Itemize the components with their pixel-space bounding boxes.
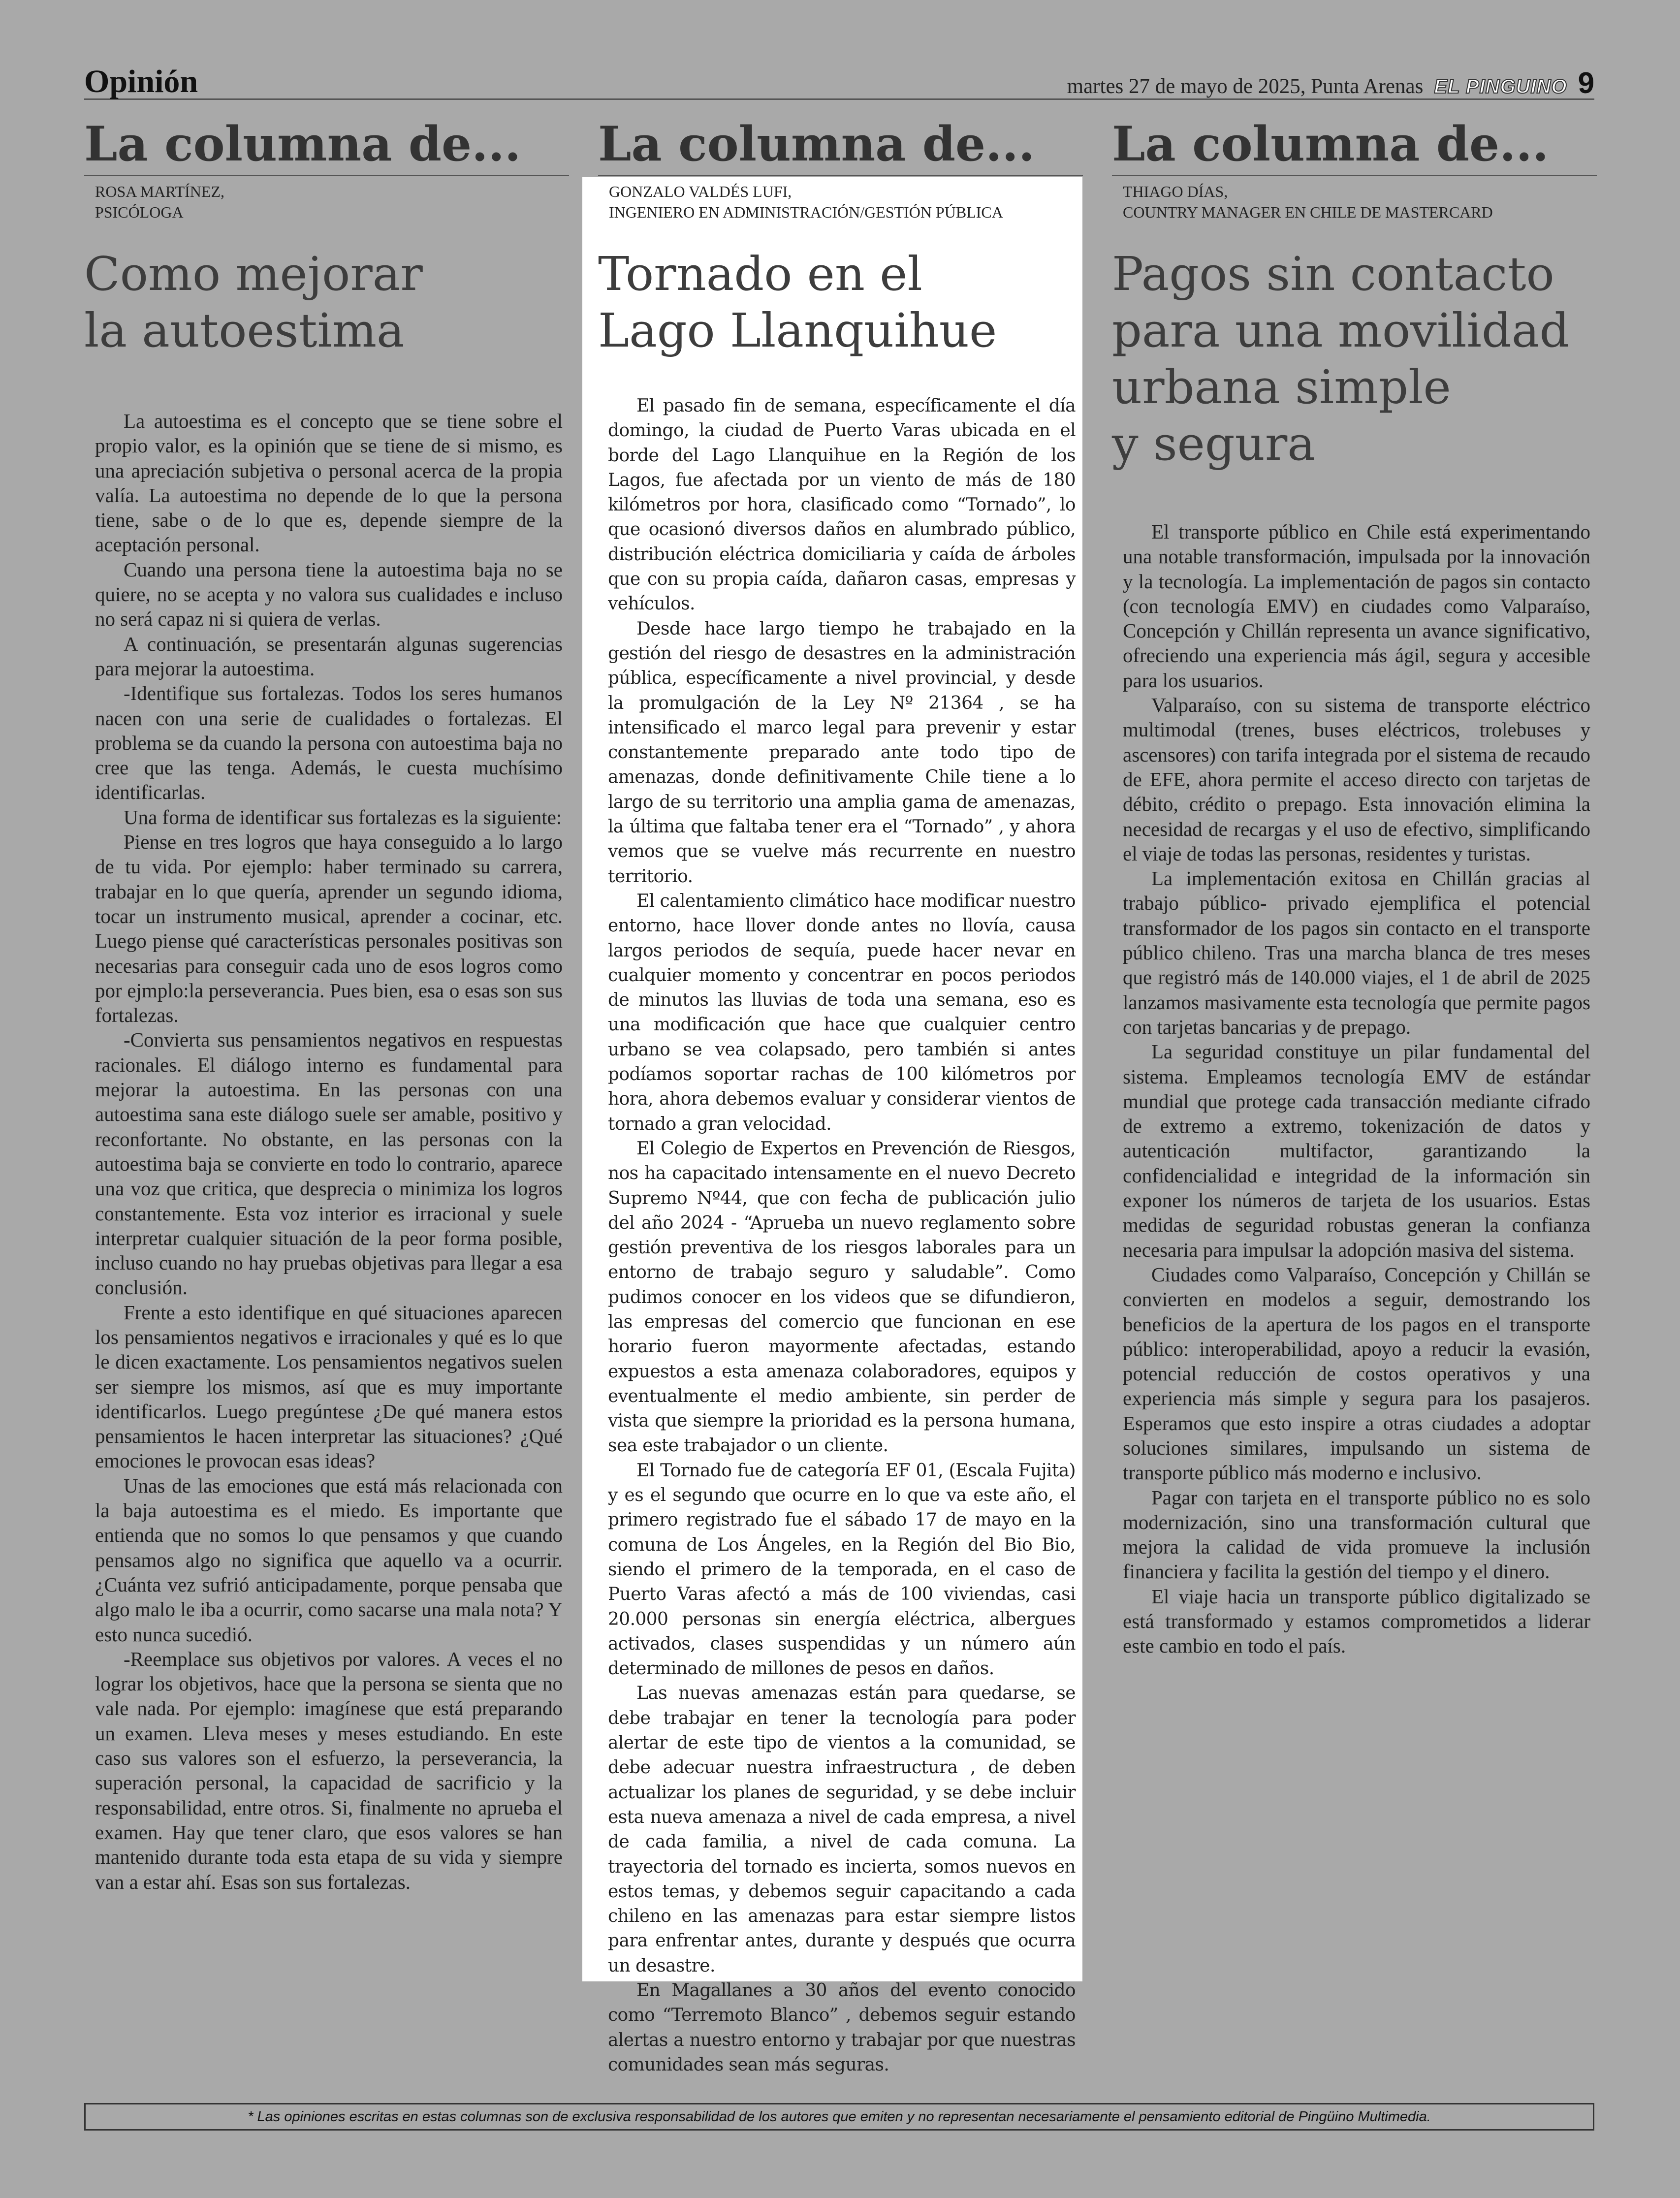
column-thiago-dias [1112,116,1604,1658]
paragraph: Unas de las emociones que está más relacionada con la baja autoestima es el miedo. Es importante que entienda que no somos lo que pensamos y que cuando pensamos algo no significa que aquello va a ocurrir. ¿Cuánta vez sufrió anticipadamente, porque pensaba que algo malo le iba a ocurrir, como sacarse una mala nota? Y esto nunca sucedió. [95,1474,563,1646]
paragraph: A continuación, se presentarán algunas sugerencias para mejorar la autoestima. [95,632,563,680]
paragraph: -Identifique sus fortalezas. Todos los seres humanos nacen con una serie de cualidades o fortalezas. El problema se da cuando la persona con autoestima baja no cree que las tenga. Además, le cuesta muchísimo identificarlas. [95,682,563,804]
headline-line: Como mejorar [84,247,423,301]
paragraph: La autoestima es el concepto que se tiene sobre el propio valor, es la opinión que se tiene de si mismo, es una apreciación subjetiva o personal acerca de la propia valía. La autoestima no depende de lo que la persona tiene, sabe o de lo que es, depende siempre de la aceptación personal. [95,410,563,556]
paragraph: -Reemplace sus objetivos por valores. A veces el no lograr los objetivos, hace que la persona se sienta que no vale nada. Por ejemplo: imagínese que está preparando un examen. Lleva meses y meses estudiando. En este caso sus valores son el esfuerzo, la perseverancia, la superación personal, la capacidad de sacrificio y la responsabilidad, entre otros. Si, finalmente no aprueba el examen. Hay que tener claro, que esos valores se han mantenido durante toda esta etapa de su vida y siempre van a estar ahí. Esas son sus fortalezas. [95,1647,563,1893]
author-role: COUNTRY MANAGER EN CHILE DE MASTERCARD [1123,203,1493,221]
paragraph: Las nuevas amenazas están para quedarse, se debe trabajar en tener la tecnología para poder alertar de este tipo de vientos a la comunidad, se debe adecuar nuestra infraestructura , de deben actualizar los planes de seguridad, y se debe incluir esta nueva amenaza a nivel de cada empresa, a nivel de cada familia, a nivel de cada comuna. La trayectoria del tornado es incierta, somos nuevos en estos temas, y debemos seguir capacitando a cada chileno en las amenazas para estar siempre listos para enfrentar antes, durante y después que ocurra un desastre. [608,1683,1076,1976]
paragraph: En Magallanes a 30 años del evento conocido como “Terremoto Blanco” , debemos seguir estando alertas a nuestro entorno y trabajar por que nuestras comunidades sean más seguras. [608,1980,1076,2075]
paragraph: El Colegio de Expertos en Prevención de Riesgos, nos ha capacitado intensamente en el nuevo Decreto Supremo Nº44, que con fecha de publicación julio del año 2024 - “Aprueba un nuevo reglamento sobre gestión preventiva de los riesgos laborales para un entorno de trabajo seguro y saludable”. Como pudimos conocer en los videos que se difundieron, las empresas del comercio que funcionan en ese horario fueron mayormente afectadas, estando expuestos a esta amenaza colaboradores, equipos y eventualmente el medio ambiente, sin perder de vista que siempre la prioridad es la persona humana, sea este trabajador o un cliente. [608,1138,1076,1456]
headline-line: para una movilidad [1112,304,1570,358]
column-header: La columna de... [598,121,1083,176]
article-headline [1112,246,1604,473]
headline-line: Lago Llanquihue [598,304,997,358]
author-byline [609,181,1090,223]
page-number: 9 [1578,66,1594,99]
column-rosa-martinez [84,116,576,1894]
column-gonzalo-valdes [598,116,1090,2077]
column-header: La columna de... [1112,121,1597,176]
paragraph: Desde hace largo tiempo he trabajado en la gestión del riesgo de desastres en la administración pública, específicamente a nivel provincial, y desde la promulgación de la Ley Nº 21364 , se ha intensificado el marco legal para prevenir y estar constantemente preparado ante todo tipo de amenazas, donde definitivamente Chile tiene a lo largo de su territorio una amplia gama de amenazas, la última que faltaba tener era el “Tornado” , y ahora vemos que se vuelve más recurrente en nuestro territorio. [608,618,1076,887]
footer-disclaimer: * Las opiniones escritas en estas columnas son de exclusiva responsabilidad de los autores que emiten y no representan necesariamente el pensamiento editorial de Pingüino Multimedia. [84,2103,1594,2131]
paragraph: Ciudades como Valparaíso, Concepción y Chillán se convierten en modelos a seguir, demostrando los beneficios de la apertura de los pagos en el transporte público: interoperabilidad, apoyo a reducir la evasión, potencial reducción de costos operativos y una experiencia más simple y segura para los pasajeros. Esperamos que esto inspire a otras ciudades a adoptar soluciones similares, impulsando un sistema de transporte público más moderno e inclusivo. [1123,1263,1590,1484]
paragraph: Piense en tres logros que haya conseguido a lo largo de tu vida. Por ejemplo: haber terminado su carrera, trabajar en lo que quería, aprender un segundo idioma, tocar un instrumento musical, aprender a cocinar, etc. Luego piense qué características personales positivas son necesarias para conseguir cada uno de esos logros como por ejmplo:la perseverancia. Pues bien, esa o esas son sus fortalezas. [95,830,563,1027]
paragraph: El transporte público en Chile está experimentando una notable transformación, impulsada por la innovación y la tecnología. La implementación de pagos sin contacto (con tecnología EMV) en ciudades como Valparaíso, Concepción y Chillán representa un avance significativo, ofreciendo una experiencia más ágil, segura y accesible para los usuarios. [1123,520,1590,692]
paragraph: El calentamiento climático hace modificar nuestro entorno, hace llover donde antes no llovía, causa largos periodos de sequía, puede hacer nevar en cualquier momento y concentrar en pocos periodos de minutos las lluvias de toda una semana, eso es una modificación que hace que cualquier centro urbano se vea colapsado, pero también si antes podíamos soportar rachas de 100 kilómetros por hora, ahora debemos evaluar y considerar vientos de tornado a gran velocidad. [608,891,1076,1134]
headline-line: la autoestima [84,304,405,358]
headline-line: urbana simple [1112,360,1451,414]
author-name: THIAGO DÍAS, [1123,183,1228,200]
paragraph: Valparaíso, con su sistema de transporte eléctrico multimodal (trenes, buses eléctricos, trolebuses y ascensores) con tarifa integrada por el sistema de recaudo de EFE, ahora permite el acceso directo con tarjetas de débito, crédito o prepago. Esta innovación elimina la necesidad de recargas y el uso de efectivo, simplificando el viaje de todas las personas, residentes y turistas. [1123,694,1590,865]
headline-line: Pagos sin contacto [1112,247,1554,301]
headline-line: y segura [1112,417,1315,471]
article-body [608,394,1076,2077]
paragraph: Una forma de identificar sus fortalezas es la siguiente: [124,805,562,828]
brand-logo: EL PINGUINO [1434,76,1567,97]
paragraph: Pagar con tarjeta en el transporte público no es solo modernización, sino una transformación cultural que mejora la calidad de vida promueve la inclusión financiera y facilita la gestión del tiempo y el dinero. [1123,1486,1590,1583]
author-name: GONZALO VALDÉS LUFI, [609,183,792,200]
article-body [95,409,563,1894]
paragraph: La implementación exitosa en Chillán gracias al trabajo público- privado ejemplifica el potencial transformador de los pagos sin contacto en el transporte público chileno. Tras una marcha blanca de tres meses que registró más de 140.000 viajes, el 1 de abril de 2025 lanzamos masivamente esta tecnología que permite pagos con tarjetas bancarias y de prepago. [1123,867,1590,1038]
author-byline [95,181,576,223]
paragraph: Frente a esto identifique en qué situaciones aparecen los pensamientos negativos e irracionales y qué es lo que le dicen exactamente. Los pensamientos negativos suelen ser siempre los mismos, así que es muy importante identificarlos. Luego pregúntese ¿De qué manera estos pensamientos le hacen interpretar las situaciones? ¿Qué emociones le provocan esas ideas? [95,1301,563,1472]
paragraph: El viaje hacia un transporte público digitalizado se está transformado y estamos comprometidos a liderar este cambio en todo el país. [1123,1585,1590,1657]
author-name: ROSA MARTÍNEZ, [95,183,224,200]
article-body [1123,519,1590,1658]
paragraph: El Tornado fue de categoría EF 01, (Escala Fujita) y es el segundo que ocurre en lo que va este año, el primero registrado fue el sábado 17 de mayo en la comuna de Los Ángeles, en la Región del Bio Bio, siendo el primero de la temporada, en el caso de Puerto Varas afectó a más de 100 viviendas, casi 20.000 personas sin energía eléctrica, albergues activados, clases suspendidas y un número aún determinado de millones de pesos en daños. [608,1460,1076,1679]
header-right [1067,66,1594,100]
author-byline [1123,181,1604,223]
paragraph: Cuando una persona tiene la autoestima baja no se quiere, no se acepta y no valora sus cualidades e incluso no será capaz ni si quiera de verlas. [95,558,563,631]
article-headline [598,246,1090,359]
paragraph: La seguridad constituye un pilar fundamental del sistema. Empleamos tecnología EMV de estándar mundial que protege cada transacción mediante cifrado de extremo a extremo, tokenización de datos y autenticación multifactor, garantizando la confidencialidad e integridad de la información sin exponer los números de tarjeta de los usuarios. Estas medidas de seguridad robustas generan la confianza necesaria para impulsar la adopción masiva del sistema. [1123,1040,1590,1261]
article-headline [84,246,576,359]
section-label: Opinión [84,64,198,99]
headline-line: Tornado en el [598,247,922,301]
author-role: PSICÓLOGA [95,203,184,221]
page-header [84,59,1594,100]
column-header: La columna de... [84,121,569,176]
dateline: martes 27 de mayo de 2025, Punta Arenas [1067,75,1424,98]
paragraph: El pasado fin de semana, específicamente el día domingo, la ciudad de Puerto Varas ubicada en el borde del Lago Llanquihue en la Región de los Lagos, fue afectada por un viento de más de 180 kilómetros por hora, clasificado como “Tornado”, lo que ocasionó diversos daños en alumbrado público, distribución eléctrica domiciliaria y caída de árboles que con su propia caída, dañaron casas, empresas y vehículos. [608,396,1076,614]
paragraph: -Convierta sus pensamientos negativos en respuestas racionales. El diálogo interno es fundamental para mejorar la autoestima. En las personas con una autoestima sana este diálogo suele ser amable, positivo y reconfortante. No obstante, en las personas con la autoestima baja se convierte en todo lo contrario, aparece una voz que critica, que desprecia o minimiza los logros constantemente. Esta voz interior es irracional y suele interpretar cualquier situación de la peor forma posible, incluso cuando no hay pruebas objetivas para llegar a esa conclusión. [95,1028,563,1299]
author-role: INGENIERO EN ADMINISTRACIÓN/GESTIÓN PÚBLICA [609,203,1003,221]
